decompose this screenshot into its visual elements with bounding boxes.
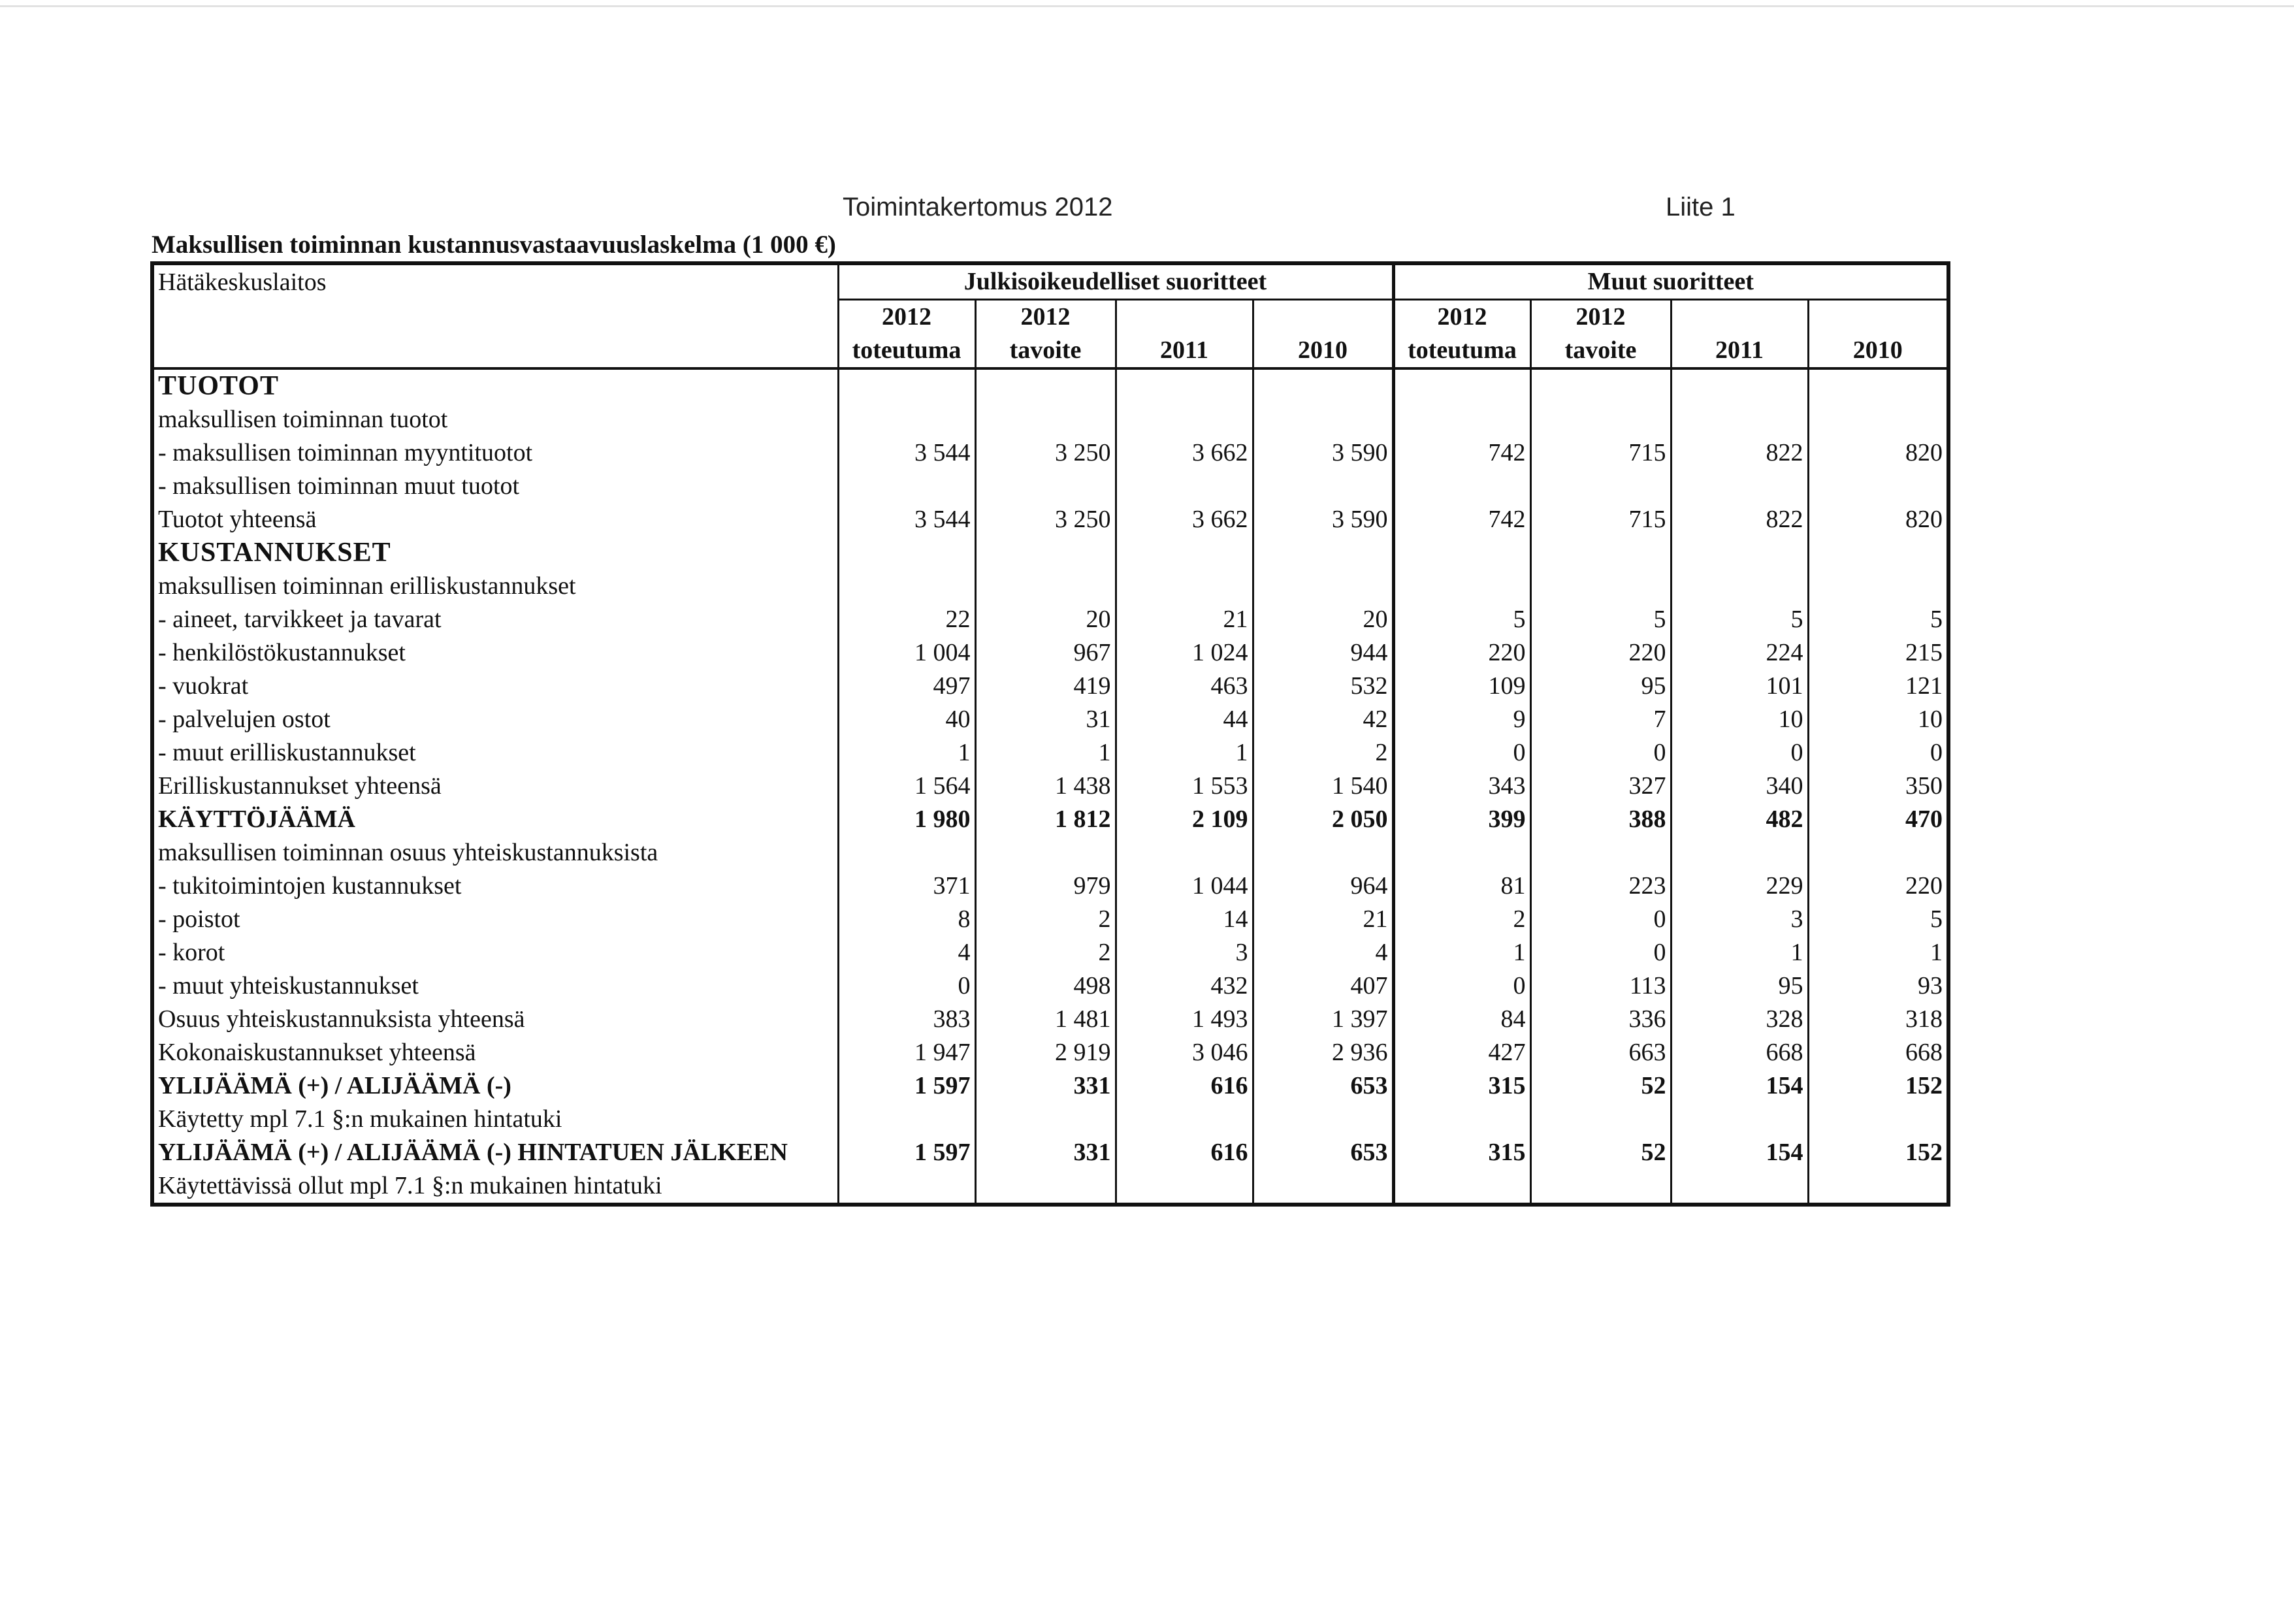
column-year-5: 2012 bbox=[1530, 300, 1671, 334]
value-cell: 328 bbox=[1671, 1003, 1808, 1036]
column-subheader-0: toteutuma bbox=[838, 334, 975, 368]
table-row bbox=[152, 903, 1948, 936]
value-cell: 0 bbox=[838, 969, 975, 1003]
value-cell: 388 bbox=[1530, 803, 1671, 836]
column-subheader-4: toteutuma bbox=[1393, 334, 1530, 368]
value-cell: 3 590 bbox=[1253, 436, 1393, 470]
value-cell: 31 bbox=[975, 703, 1116, 736]
row-label: - palvelujen ostot bbox=[152, 703, 838, 736]
table-row bbox=[152, 836, 1948, 869]
column-subheader-5: tavoite bbox=[1530, 334, 1671, 368]
column-subheader-1: tavoite bbox=[975, 334, 1116, 368]
value-cell: 340 bbox=[1671, 770, 1808, 803]
row-label: maksullisen toiminnan erilliskustannukset bbox=[152, 570, 838, 603]
table-row bbox=[152, 436, 1948, 470]
value-cell: 1 397 bbox=[1253, 1003, 1393, 1036]
value-cell: 2 bbox=[975, 903, 1116, 936]
value-cell: 152 bbox=[1905, 1139, 1943, 1166]
table-row bbox=[152, 1169, 1948, 1205]
row-label: - maksullisen toiminnan myyntituotot bbox=[152, 436, 838, 470]
value-cell: 1 024 bbox=[1116, 636, 1253, 670]
value-cell: 44 bbox=[1116, 703, 1253, 736]
value-cell: 463 bbox=[1116, 670, 1253, 703]
value-cell: 653 bbox=[1253, 1069, 1393, 1103]
row-label: Kokonaiskustannukset yhteensä bbox=[152, 1036, 838, 1069]
value-cell: 42 bbox=[1253, 703, 1393, 736]
value-cell: 1 bbox=[1930, 939, 1943, 966]
value-cell bbox=[1671, 570, 1808, 603]
value-cell: 215 bbox=[1905, 639, 1943, 666]
value-cell: 8 bbox=[838, 903, 975, 936]
sheet-title: Maksullisen toiminnan kustannusvastaavuuslaskelma (1 000 €) bbox=[152, 231, 836, 259]
value-cell bbox=[1808, 470, 1948, 503]
value-cell: 371 bbox=[838, 869, 975, 903]
value-cell: 20 bbox=[1253, 603, 1393, 636]
value-cell: 3 590 bbox=[1253, 503, 1393, 536]
value-cell: 5 bbox=[1393, 603, 1530, 636]
value-cell: 93 bbox=[1918, 972, 1943, 999]
header-row-subs bbox=[152, 334, 1948, 368]
value-cell: 1 980 bbox=[838, 803, 975, 836]
value-cell: 616 bbox=[1116, 1136, 1253, 1169]
value-cell: 95 bbox=[1530, 670, 1671, 703]
table-row bbox=[152, 1003, 1948, 1036]
value-cell bbox=[1116, 536, 1253, 570]
row-label: - muut erilliskustannukset bbox=[152, 736, 838, 770]
value-cell bbox=[1116, 368, 1253, 403]
header-empty bbox=[152, 300, 838, 334]
value-cell: 3 bbox=[1116, 936, 1253, 969]
value-cell: 2 bbox=[1253, 736, 1393, 770]
value-cell bbox=[1530, 470, 1671, 503]
value-cell bbox=[838, 368, 975, 403]
header-empty bbox=[152, 334, 838, 368]
value-cell bbox=[1530, 836, 1671, 869]
value-cell bbox=[1671, 1169, 1808, 1205]
value-cell: 1 493 bbox=[1116, 1003, 1253, 1036]
value-cell: 113 bbox=[1530, 969, 1671, 1003]
value-cell: 7 bbox=[1530, 703, 1671, 736]
value-cell bbox=[1116, 403, 1253, 436]
value-cell: 482 bbox=[1671, 803, 1808, 836]
value-cell bbox=[1671, 1103, 1808, 1136]
value-cell: 964 bbox=[1253, 869, 1393, 903]
value-cell: 820 bbox=[1905, 439, 1943, 466]
value-cell bbox=[1808, 536, 1948, 570]
row-label: - poistot bbox=[152, 903, 838, 936]
column-year-1: 2012 bbox=[975, 300, 1116, 334]
value-cell: 318 bbox=[1905, 1005, 1943, 1033]
value-cell: 383 bbox=[838, 1003, 975, 1036]
value-cell: 0 bbox=[1530, 903, 1671, 936]
value-cell bbox=[838, 536, 975, 570]
table-row bbox=[152, 869, 1948, 903]
value-cell: 315 bbox=[1393, 1136, 1530, 1169]
value-cell: 822 bbox=[1671, 436, 1808, 470]
value-cell: 20 bbox=[975, 603, 1116, 636]
value-cell bbox=[1671, 403, 1808, 436]
table-row bbox=[152, 570, 1948, 603]
value-cell bbox=[1253, 570, 1393, 603]
column-subheader-6: 2011 bbox=[1671, 334, 1808, 368]
value-cell: 4 bbox=[1253, 936, 1393, 969]
value-cell bbox=[975, 403, 1116, 436]
value-cell: 668 bbox=[1905, 1039, 1943, 1066]
value-cell: 399 bbox=[1393, 803, 1530, 836]
value-cell: 52 bbox=[1530, 1136, 1671, 1169]
value-cell: 0 bbox=[1530, 936, 1671, 969]
value-cell bbox=[1116, 570, 1253, 603]
value-cell: 3 544 bbox=[838, 436, 975, 470]
row-label: Käytettävissä ollut mpl 7.1 §:n mukainen hintatuki bbox=[152, 1169, 838, 1205]
table-row bbox=[152, 1103, 1948, 1136]
value-cell bbox=[838, 1169, 975, 1205]
value-cell: 40 bbox=[838, 703, 975, 736]
value-cell bbox=[1393, 470, 1530, 503]
column-year-4: 2012 bbox=[1393, 300, 1530, 334]
value-cell bbox=[1253, 1169, 1393, 1205]
value-cell bbox=[1253, 368, 1393, 403]
value-cell: 820 bbox=[1905, 506, 1943, 533]
value-cell: 220 bbox=[1530, 636, 1671, 670]
value-cell: 1 597 bbox=[838, 1136, 975, 1169]
value-cell bbox=[1253, 536, 1393, 570]
value-cell: 10 bbox=[1671, 703, 1808, 736]
value-cell: 1 044 bbox=[1116, 869, 1253, 903]
row-label: KÄYTTÖJÄÄMÄ bbox=[152, 803, 838, 836]
value-cell bbox=[1393, 836, 1530, 869]
row-label: Osuus yhteiskustannuksista yhteensä bbox=[152, 1003, 838, 1036]
value-cell: 1 bbox=[1393, 936, 1530, 969]
unit-label: Hätäkeskuslaitos bbox=[152, 263, 838, 300]
value-cell bbox=[1116, 1103, 1253, 1136]
value-cell: 2 bbox=[975, 936, 1116, 969]
value-cell: 9 bbox=[1393, 703, 1530, 736]
row-label: Tuotot yhteensä bbox=[152, 503, 838, 536]
value-cell: 3 662 bbox=[1116, 503, 1253, 536]
value-cell bbox=[1393, 368, 1530, 403]
value-cell: 152 bbox=[1905, 1072, 1943, 1099]
value-cell bbox=[1671, 470, 1808, 503]
value-cell: 350 bbox=[1905, 772, 1943, 800]
value-cell: 616 bbox=[1116, 1069, 1253, 1103]
table-row bbox=[152, 636, 1948, 670]
row-label: maksullisen toiminnan tuotot bbox=[152, 403, 838, 436]
value-cell: 0 bbox=[1393, 969, 1530, 1003]
value-cell: 653 bbox=[1253, 1136, 1393, 1169]
value-cell bbox=[1808, 368, 1948, 403]
value-cell: 220 bbox=[1393, 636, 1530, 670]
value-cell bbox=[1393, 403, 1530, 436]
value-cell: 3 662 bbox=[1116, 436, 1253, 470]
value-cell: 419 bbox=[975, 670, 1116, 703]
value-cell: 5 bbox=[1671, 603, 1808, 636]
value-cell: 1 438 bbox=[975, 770, 1116, 803]
value-cell: 1 bbox=[838, 736, 975, 770]
value-cell: 229 bbox=[1671, 869, 1808, 903]
value-cell: 343 bbox=[1393, 770, 1530, 803]
table-row bbox=[152, 368, 1948, 403]
value-cell bbox=[1530, 1103, 1671, 1136]
table-row bbox=[152, 770, 1948, 803]
value-cell bbox=[975, 570, 1116, 603]
scan-edge-line bbox=[0, 5, 2294, 7]
value-cell bbox=[1253, 836, 1393, 869]
value-cell: 5 bbox=[1530, 603, 1671, 636]
header-row-years bbox=[152, 300, 1948, 334]
table-row bbox=[152, 403, 1948, 436]
row-label: - henkilöstökustannukset bbox=[152, 636, 838, 670]
value-cell: 2 bbox=[1393, 903, 1530, 936]
value-cell: 3 250 bbox=[975, 436, 1116, 470]
value-cell: 1 481 bbox=[975, 1003, 1116, 1036]
value-cell: 432 bbox=[1116, 969, 1253, 1003]
value-cell: 52 bbox=[1530, 1069, 1671, 1103]
row-label: Käytetty mpl 7.1 §:n mukainen hintatuki bbox=[152, 1103, 838, 1136]
value-cell bbox=[975, 368, 1116, 403]
value-cell: 407 bbox=[1253, 969, 1393, 1003]
value-cell: 532 bbox=[1253, 670, 1393, 703]
value-cell: 498 bbox=[975, 969, 1116, 1003]
header-row-groups bbox=[152, 263, 1948, 300]
table-row bbox=[152, 803, 1948, 836]
group-header-public: Julkisoikeudelliset suoritteet bbox=[838, 263, 1393, 300]
value-cell bbox=[975, 1169, 1116, 1205]
value-cell bbox=[838, 570, 975, 603]
table-row bbox=[152, 736, 1948, 770]
value-cell bbox=[1253, 470, 1393, 503]
row-label: Erilliskustannukset yhteensä bbox=[152, 770, 838, 803]
row-label: KUSTANNUKSET bbox=[152, 536, 838, 570]
value-cell bbox=[975, 836, 1116, 869]
value-cell: 0 bbox=[1671, 736, 1808, 770]
row-label: - aineet, tarvikkeet ja tavarat bbox=[152, 603, 838, 636]
table-row bbox=[152, 1136, 1948, 1169]
value-cell: 22 bbox=[838, 603, 975, 636]
value-cell: 95 bbox=[1671, 969, 1808, 1003]
value-cell bbox=[1116, 836, 1253, 869]
value-cell bbox=[838, 836, 975, 869]
value-cell bbox=[1393, 570, 1530, 603]
value-cell: 5 bbox=[1930, 606, 1943, 633]
value-cell: 10 bbox=[1918, 706, 1943, 733]
value-cell bbox=[1808, 403, 1948, 436]
value-cell: 315 bbox=[1393, 1069, 1530, 1103]
value-cell bbox=[1530, 570, 1671, 603]
column-subheader-2: 2011 bbox=[1116, 334, 1253, 368]
value-cell: 967 bbox=[975, 636, 1116, 670]
value-cell: 223 bbox=[1530, 869, 1671, 903]
row-label: - korot bbox=[152, 936, 838, 969]
table-row bbox=[152, 969, 1948, 1003]
value-cell: 327 bbox=[1530, 770, 1671, 803]
value-cell bbox=[1671, 536, 1808, 570]
value-cell bbox=[1808, 570, 1948, 603]
value-cell bbox=[1530, 536, 1671, 570]
table-row bbox=[152, 936, 1948, 969]
value-cell: 1 947 bbox=[838, 1036, 975, 1069]
cost-table bbox=[150, 261, 1950, 1207]
value-cell bbox=[838, 470, 975, 503]
value-cell: 2 109 bbox=[1116, 803, 1253, 836]
value-cell: 1 812 bbox=[975, 803, 1116, 836]
table-row bbox=[152, 1069, 1948, 1103]
value-cell bbox=[1116, 470, 1253, 503]
row-label: - muut yhteiskustannukset bbox=[152, 969, 838, 1003]
value-cell bbox=[975, 470, 1116, 503]
document-title: Toimintakertomus 2012 bbox=[843, 193, 1113, 221]
column-subheader-7: 2010 bbox=[1808, 334, 1948, 368]
table-row bbox=[152, 470, 1948, 503]
value-cell: 154 bbox=[1671, 1069, 1808, 1103]
value-cell: 224 bbox=[1671, 636, 1808, 670]
table-row bbox=[152, 703, 1948, 736]
appendix-label: Liite 1 bbox=[1666, 193, 1736, 221]
value-cell bbox=[1808, 836, 1948, 869]
value-cell: 1 bbox=[1116, 736, 1253, 770]
value-cell bbox=[1253, 1103, 1393, 1136]
value-cell: 3 bbox=[1671, 903, 1808, 936]
value-cell: 21 bbox=[1253, 903, 1393, 936]
group-header-other: Muut suoritteet bbox=[1393, 263, 1948, 300]
table-row bbox=[152, 536, 1948, 570]
value-cell: 470 bbox=[1905, 805, 1943, 833]
column-year-0: 2012 bbox=[838, 300, 975, 334]
value-cell bbox=[1530, 1169, 1671, 1205]
value-cell bbox=[1808, 1103, 1948, 1136]
value-cell: 0 bbox=[1393, 736, 1530, 770]
row-label: YLIJÄÄMÄ (+) / ALIJÄÄMÄ (-) bbox=[152, 1069, 838, 1103]
value-cell: 21 bbox=[1116, 603, 1253, 636]
column-year-7 bbox=[1808, 300, 1948, 334]
value-cell bbox=[838, 403, 975, 436]
row-label: - vuokrat bbox=[152, 670, 838, 703]
value-cell bbox=[1116, 1169, 1253, 1205]
value-cell: 1 004 bbox=[838, 636, 975, 670]
value-cell bbox=[1530, 403, 1671, 436]
value-cell: 497 bbox=[838, 670, 975, 703]
value-cell: 2 050 bbox=[1253, 803, 1393, 836]
value-cell: 944 bbox=[1253, 636, 1393, 670]
table-row bbox=[152, 670, 1948, 703]
value-cell bbox=[838, 1103, 975, 1136]
value-cell: 715 bbox=[1530, 436, 1671, 470]
value-cell: 742 bbox=[1393, 436, 1530, 470]
value-cell: 1 553 bbox=[1116, 770, 1253, 803]
value-cell bbox=[1671, 368, 1808, 403]
value-cell: 101 bbox=[1671, 670, 1808, 703]
row-label: YLIJÄÄMÄ (+) / ALIJÄÄMÄ (-) HINTATUEN JÄLKEEN bbox=[152, 1136, 838, 1169]
row-label: maksullisen toiminnan osuus yhteiskustannuksista bbox=[152, 836, 838, 869]
column-subheader-3: 2010 bbox=[1253, 334, 1393, 368]
value-cell: 331 bbox=[975, 1136, 1116, 1169]
table-row bbox=[152, 603, 1948, 636]
value-cell: 0 bbox=[1530, 736, 1671, 770]
table-row bbox=[152, 1036, 1948, 1069]
value-cell: 1 bbox=[975, 736, 1116, 770]
value-cell: 121 bbox=[1905, 672, 1943, 700]
column-year-2 bbox=[1116, 300, 1253, 334]
value-cell: 109 bbox=[1393, 670, 1530, 703]
value-cell bbox=[1671, 836, 1808, 869]
value-cell bbox=[1808, 1169, 1948, 1205]
value-cell: 822 bbox=[1671, 503, 1808, 536]
value-cell: 1 597 bbox=[838, 1069, 975, 1103]
value-cell: 81 bbox=[1393, 869, 1530, 903]
value-cell: 154 bbox=[1671, 1136, 1808, 1169]
value-cell: 3 046 bbox=[1116, 1036, 1253, 1069]
row-label: - maksullisen toiminnan muut tuotot bbox=[152, 470, 838, 503]
value-cell: 742 bbox=[1393, 503, 1530, 536]
table-row bbox=[152, 503, 1948, 536]
value-cell bbox=[975, 536, 1116, 570]
value-cell: 220 bbox=[1905, 872, 1943, 900]
value-cell: 1 564 bbox=[838, 770, 975, 803]
column-year-3 bbox=[1253, 300, 1393, 334]
value-cell: 1 bbox=[1671, 936, 1808, 969]
column-year-6 bbox=[1671, 300, 1808, 334]
value-cell: 3 250 bbox=[975, 503, 1116, 536]
value-cell: 0 bbox=[1930, 739, 1943, 766]
value-cell: 331 bbox=[975, 1069, 1116, 1103]
row-label: TUOTOT bbox=[152, 368, 838, 403]
value-cell: 2 919 bbox=[975, 1036, 1116, 1069]
value-cell: 1 540 bbox=[1253, 770, 1393, 803]
value-cell: 5 bbox=[1930, 905, 1943, 933]
value-cell bbox=[1393, 1169, 1530, 1205]
value-cell: 715 bbox=[1530, 503, 1671, 536]
value-cell bbox=[1393, 536, 1530, 570]
value-cell: 336 bbox=[1530, 1003, 1671, 1036]
value-cell: 663 bbox=[1530, 1036, 1671, 1069]
value-cell: 427 bbox=[1393, 1036, 1530, 1069]
value-cell bbox=[1393, 1103, 1530, 1136]
value-cell: 668 bbox=[1671, 1036, 1808, 1069]
value-cell: 3 544 bbox=[838, 503, 975, 536]
value-cell: 84 bbox=[1393, 1003, 1530, 1036]
value-cell: 979 bbox=[975, 869, 1116, 903]
value-cell: 14 bbox=[1116, 903, 1253, 936]
value-cell bbox=[975, 1103, 1116, 1136]
row-label: - tukitoimintojen kustannukset bbox=[152, 869, 838, 903]
value-cell bbox=[1253, 403, 1393, 436]
value-cell bbox=[1530, 368, 1671, 403]
value-cell: 4 bbox=[838, 936, 975, 969]
value-cell: 2 936 bbox=[1253, 1036, 1393, 1069]
